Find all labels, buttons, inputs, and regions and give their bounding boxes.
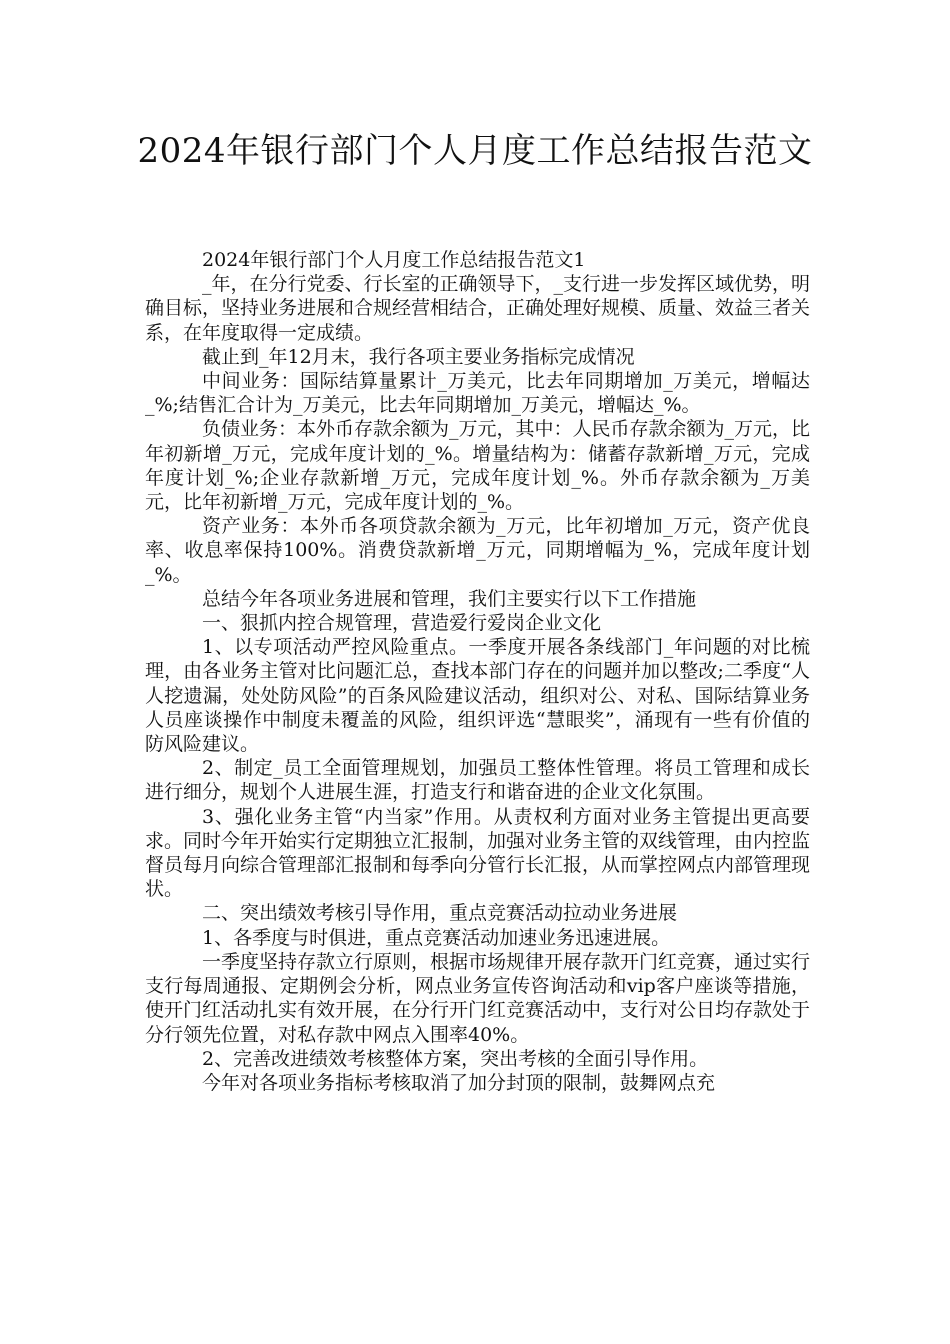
paragraph-measures-heading: 总结今年各项业务进展和管理，我们主要实行以下工作措施 xyxy=(202,587,697,610)
paragraph-item-1-2: 2、制定_员工全面管理规划，加强员工整体性管理。将员工管理和成长进行细分，规划个人进展生涯，打造支行和谐奋进的企业文化氛围。 xyxy=(145,757,810,804)
paragraph-intro: _年，在分行党委、行长室的正确领导下，_支行进一步发挥区域优势，明确目标，坚持业务进展和合规经营相结合，正确处理好规模、质量、效益三者关系，在年度取得一定成绩。 xyxy=(145,273,811,344)
paragraph-intermediate-business: 中间业务：国际结算量累计_万美元，比去年同期增加_万美元，增幅达_%;结售汇合计为_万美元，比去年同期增加_万美元，增幅达_%。 xyxy=(145,370,810,417)
paragraph-item-1-3: 3、强化业务主管“内当家”作用。从责权利方面对业务主管提出更高要求。同时今年开始实行定期独立汇报制，加强对业务主管的双线管理，由内控监督员每月向综合管理部汇报制和每季向分管行长汇报，从而掌控网点内部管理现状。 xyxy=(145,805,811,901)
paragraph-q1-competition: 一季度坚持存款立行原则，根据市场规律开展存款开门红竞赛，通过实行支行每周通报、定期例会分析，网点业务宣传咨询活动和vip客户座谈等措施，使开门红活动扎实有效开展，在分行开门红竞赛活动中，支行对公日均存款处于分行领先位置，对私存款中网点入围率40%。 xyxy=(145,950,811,1046)
document-title: 2024年银行部门个人月度工作总结报告范文 xyxy=(137,131,813,171)
paragraph-assessment: 今年对各项业务指标考核取消了加分封顶的限制，鼓舞网点充 xyxy=(202,1071,716,1094)
paragraph-item-2-1: 1、各季度与时俱进，重点竞赛活动加速业务迅速进展。 xyxy=(202,926,671,949)
paragraph-liability-business: 负债业务：本外币存款余额为_万元，其中：人民币存款余额为_万元，比年初新增_万元，完成年度计划的_%。增量结构为：储蓄存款新增_万元，完成年度计划_%;企业存款新增_万元，完成年度计划_%。外币存款余额为_万美元，比年初新增_万元，完成年度计划的_%。 xyxy=(145,418,811,514)
paragraph-indicators-heading: 截止到_年12月末，我行各项主要业务指标完成情况 xyxy=(202,345,635,368)
paragraph-item-2-2: 2、完善改进绩效考核整体方案，突出考核的全面引导作用。 xyxy=(202,1047,709,1070)
section-heading-1: 一、狠抓内控合规管理，营造爱行爱岗企业文化 xyxy=(202,612,602,635)
document-body xyxy=(145,248,810,1095)
section-heading-2: 二、突出绩效考核引导作用，重点竞赛活动拉动业务进展 xyxy=(202,902,678,925)
paragraph-asset-business: 资产业务：本外币各项贷款余额为_万元，比年初增加_万元，资产优良率、收息率保持100%。消费贷款新增_万元，同期增幅为_%，完成年度计划_%。 xyxy=(145,515,810,586)
paragraph-subtitle: 2024年银行部门个人月度工作总结报告范文1 xyxy=(202,249,586,271)
paragraph-item-1-1: 1、以专项活动严控风险重点。一季度开展各条线部门_年问题的对比梳理，由各业务主管对比问题汇总，查找本部门存在的问题并加以整改;二季度“人人挖遗漏，处处防风险”的百条风险建议活动，组织对公、对私、国际结算业务人员座谈操作中制度未覆盖的风险，组织评选“慧眼奖”，涌现有一些有价值的防风险建议。 xyxy=(145,636,810,756)
